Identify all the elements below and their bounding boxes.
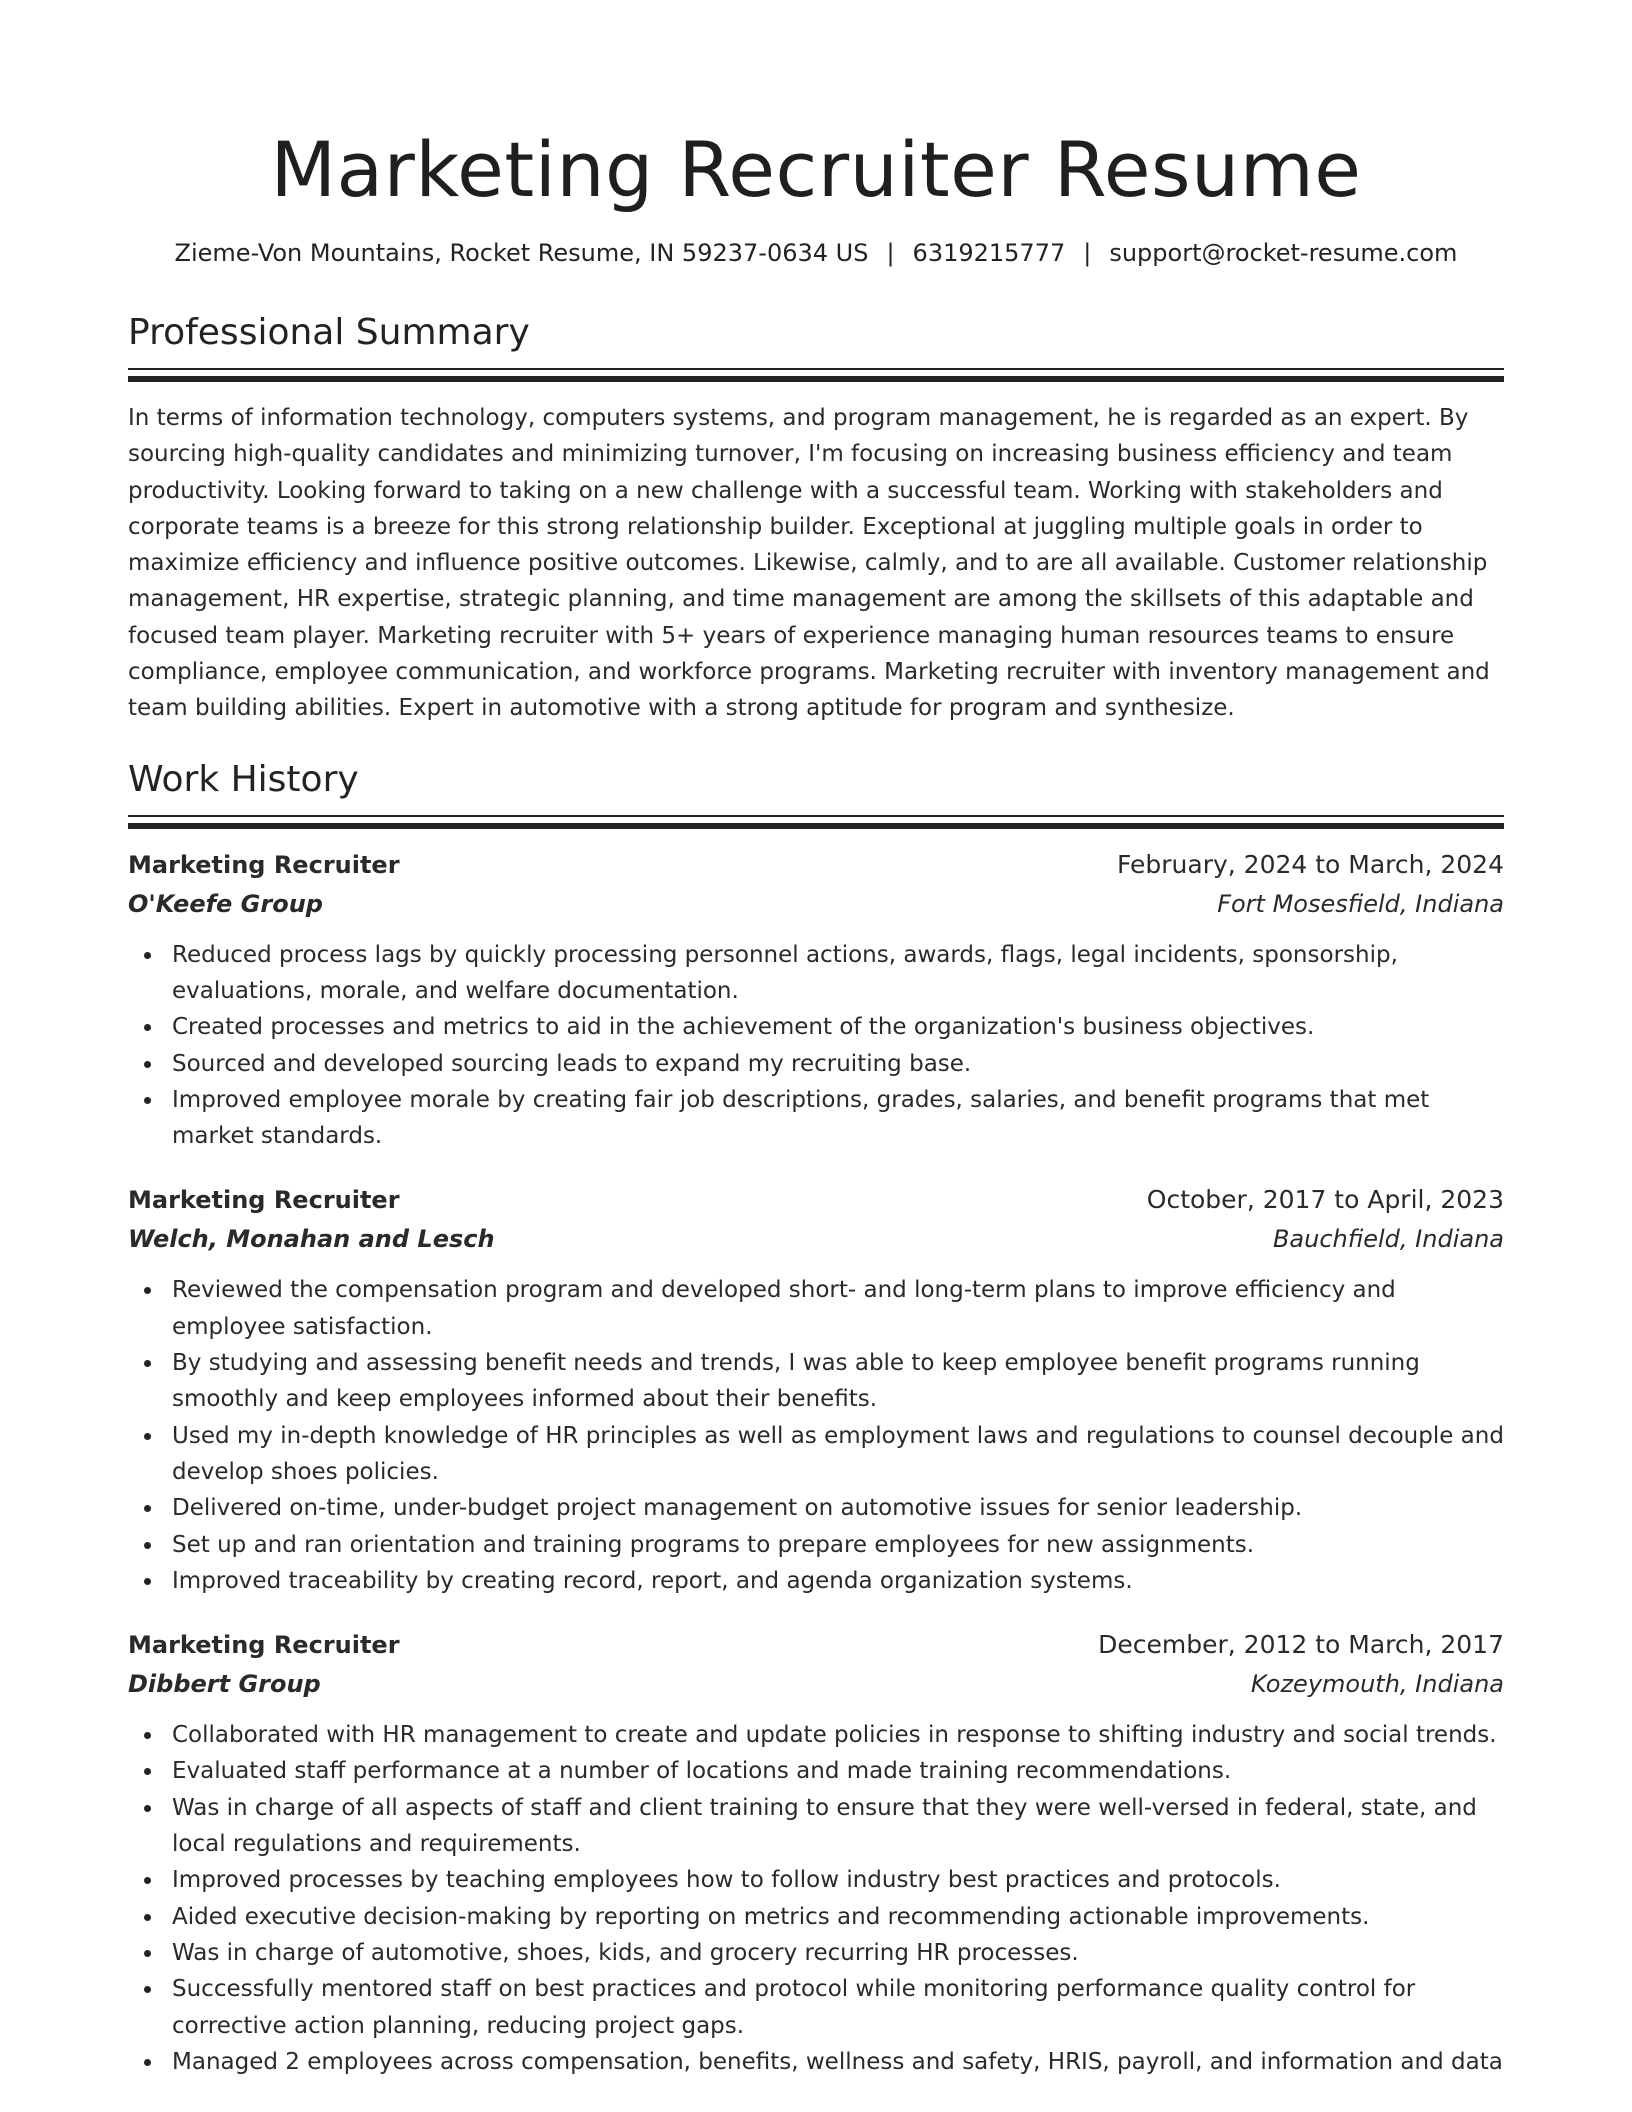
job-bullet-list bbox=[128, 937, 1504, 1155]
job-bullet: Improved employee morale by creating fair job descriptions, grades, salaries, and benefit programs that met market standards. bbox=[128, 1082, 1504, 1155]
contact-phone: 6319215777 bbox=[912, 239, 1066, 267]
resume-page bbox=[128, 0, 1504, 2080]
resume-title: Marketing Recruiter Resume bbox=[270, 125, 1362, 214]
job-bullet-list bbox=[128, 1272, 1504, 1599]
job-company: Welch, Monahan and Lesch bbox=[128, 1225, 495, 1254]
job-bullet: Collaborated with HR management to create and update policies in response to shifting industry and social trends. bbox=[128, 1717, 1504, 1753]
summary-paragraph: In terms of information technology, computers systems, and program management, he is regarded as an expert. By sourcing high-quality candidates and minimizing turnover, I'm focusing on increasing business efficiency and team productivity. Looking forward to taking on a new challenge with a successful team. Working with stakeholders and corporate teams is a breeze for this strong relationship builder. Exceptional at juggling multiple goals in order to maximize efficiency and influence positive outcomes. Likewise, calmly, and to are all available. Customer relationship management, HR expertise, strategic planning, and time management are among the skillsets of this adaptable and focused team player. Marketing recruiter with 5+ years of experience managing human resources teams to ensure compliance, employee communication, and workforce programs. Marketing recruiter with inventory management and team building abilities. Expert in automotive with a strong aptitude for program and synthesize. bbox=[128, 405, 1490, 722]
job-location: Bauchfield, Indiana bbox=[1272, 1225, 1504, 1254]
section-divider bbox=[128, 368, 1504, 382]
job-bullet: Improved processes by teaching employees how to follow industry best practices and protocols. bbox=[128, 1862, 1504, 1898]
section-heading-work-history: Work History bbox=[128, 758, 359, 800]
job-dates: February, 2024 to March, 2024 bbox=[1116, 849, 1504, 879]
job-title: Marketing Recruiter bbox=[128, 1186, 400, 1215]
job-bullet: Reduced process lags by quickly processing personnel actions, awards, flags, legal incidents, sponsorship, evaluations, morale, and welfare documentation. bbox=[128, 937, 1504, 1010]
job-bullet: Used my in-depth knowledge of HR principles as well as employment laws and regulations to counsel decouple and develop shoes policies. bbox=[128, 1418, 1504, 1491]
job-title: Marketing Recruiter bbox=[128, 850, 400, 879]
job-bullet: Improved traceability by creating record, report, and agenda organization systems. bbox=[128, 1563, 1504, 1599]
job-bullet: Evaluated staff performance at a number of locations and made training recommendations. bbox=[128, 1753, 1504, 1789]
contact-address: Zieme-Von Mountains, Rocket Resume, IN 59237-0634 US bbox=[174, 239, 869, 267]
job-company: Dibbert Group bbox=[128, 1670, 321, 1699]
job-bullet: Sourced and developed sourcing leads to expand my recruiting base. bbox=[128, 1046, 1504, 1082]
job-title: Marketing Recruiter bbox=[128, 1631, 400, 1660]
job-bullet: Successfully mentored staff on best practices and protocol while monitoring performance quality control for corrective action planning, reducing project gaps. bbox=[128, 1971, 1504, 2044]
job-company: O'Keefe Group bbox=[128, 889, 323, 918]
job-dates: October, 2017 to April, 2023 bbox=[1146, 1185, 1504, 1215]
contact-separator: | bbox=[886, 239, 895, 267]
job-bullet-list bbox=[128, 1717, 1504, 2080]
job-entry bbox=[128, 1625, 1504, 2080]
job-location: Fort Mosesfield, Indiana bbox=[1217, 889, 1504, 918]
job-bullet: Managed 2 employees across compensation, benefits, wellness and safety, HRIS, payroll, and information and data bbox=[128, 2044, 1504, 2080]
job-bullet: Was in charge of automotive, shoes, kids, and grocery recurring HR processes. bbox=[128, 1935, 1504, 1971]
contact-email: support@rocket-resume.com bbox=[1109, 239, 1458, 267]
job-location: Kozeymouth, Indiana bbox=[1250, 1670, 1504, 1699]
job-bullet: Delivered on-time, under-budget project management on automotive issues for senior leadership. bbox=[128, 1490, 1504, 1526]
job-entry bbox=[128, 1180, 1504, 1599]
job-dates: December, 2012 to March, 2017 bbox=[1098, 1630, 1504, 1660]
job-entry bbox=[128, 845, 1504, 1155]
job-bullet: Was in charge of all aspects of staff and client training to ensure that they were well-versed in federal, state, and local regulations and requirements. bbox=[128, 1790, 1504, 1863]
job-bullet: Created processes and metrics to aid in the achievement of the organization's business objectives. bbox=[128, 1009, 1504, 1045]
job-bullet: Set up and ran orientation and training programs to prepare employees for new assignments. bbox=[128, 1527, 1504, 1563]
job-bullet: Aided executive decision-making by reporting on metrics and recommending actionable improvements. bbox=[128, 1899, 1504, 1935]
job-bullet: By studying and assessing benefit needs and trends, I was able to keep employee benefit programs running smoothly and keep employees informed about their benefits. bbox=[128, 1345, 1504, 1418]
job-bullet: Reviewed the compensation program and developed short- and long-term plans to improve efficiency and employee satisfaction. bbox=[128, 1272, 1504, 1345]
section-heading-summary: Professional Summary bbox=[128, 312, 530, 353]
contact-separator: | bbox=[1083, 239, 1092, 267]
contact-line bbox=[128, 236, 1504, 270]
section-divider bbox=[128, 815, 1504, 829]
